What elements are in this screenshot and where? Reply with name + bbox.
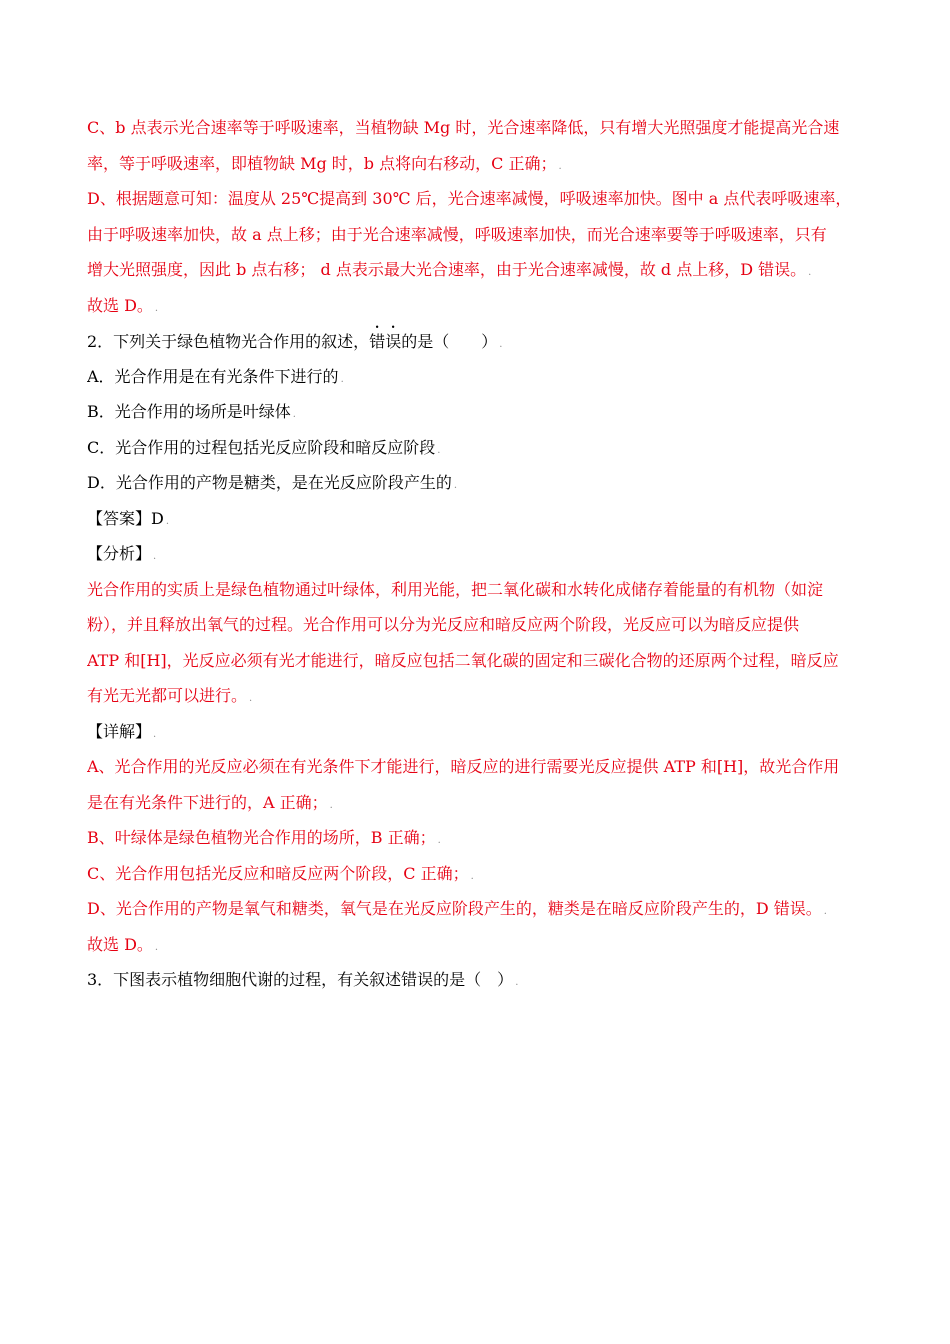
- text-line-content: B、叶绿体是绿色植物光合作用的场所，B 正确；: [87, 828, 436, 847]
- text-line: [87, 252, 867, 288]
- paragraph-mark: .: [340, 373, 344, 385]
- text-line: [87, 181, 867, 217]
- paragraph-mark: .: [823, 906, 827, 917]
- text-line-content: C、光合作用包括光反应和暗反应两个阶段，C 正确；: [87, 863, 469, 883]
- text-line: [87, 927, 867, 963]
- text-line-content: 光合作用的实质上是绿色植物通过叶绿体，利用光能，把二氧化碳和水转化成储存着能量的有机物（如淀: [87, 579, 824, 599]
- text-line: [87, 572, 867, 608]
- paragraph-mark: .: [165, 515, 170, 527]
- paragraph-mark: .: [437, 444, 441, 456]
- text-line-content: D、光合作用的产物是氧气和糖类，氧气是在光反应阶段产生的，糖类是在暗反应阶段产生的，D 错误。: [87, 899, 822, 918]
- text-line-content: 率，等于呼吸速率，即植物缺 Mg 时，b 点将向右移动，C 正确；: [87, 153, 557, 173]
- text-line: [87, 785, 867, 821]
- text-line-content: 【答案】D: [87, 508, 164, 528]
- paragraph-mark: .: [808, 267, 812, 278]
- text-line: [87, 678, 867, 714]
- paragraph-mark: .: [292, 409, 296, 420]
- text-line-content: 粉），并且释放出氧气的过程。光合作用可以分为光反应和暗反应两个阶段，光反应可以为暗反应提供: [87, 615, 800, 634]
- text-line-content: 有光无光都可以进行。: [87, 686, 248, 705]
- text-line: [87, 962, 867, 998]
- text-line-content: 故选 D。: [87, 295, 153, 315]
- paragraph-mark: .: [249, 693, 253, 704]
- text-line-content: A．光合作用是在有光条件下进行的: [87, 366, 339, 386]
- text-line-content: A、光合作用的光反应必须在有光条件下才能进行，暗反应的进行需要光反应提供 ATP 和[H]，故光合作用: [87, 757, 840, 776]
- text-line-content: 由于呼吸速率加快，故 a 点上移；由于光合速率减慢，呼吸速率加快，而光合速率要等于呼吸速率，只有: [87, 224, 827, 244]
- text-line: [87, 430, 867, 466]
- text-line-content: B．光合作用的场所是叶绿体: [87, 402, 291, 421]
- paragraph-mark: .: [499, 339, 503, 350]
- text-line: [87, 714, 867, 750]
- text-line: [87, 217, 867, 253]
- text-line-content: 故选 D。: [87, 934, 153, 954]
- paragraph-mark: .: [558, 160, 562, 172]
- text-line-content: ATP 和[H]，光反应必须有光才能进行，暗反应包括二氧化碳的固定和三碳化合物的还原两个过程，暗反应: [87, 650, 839, 670]
- text-line-content: 增大光照强度，因此 b 点右移； d 点表示最大光合速率，由于光合速率减慢，故 d 点上移，D 错误。: [87, 260, 807, 279]
- text-line: [87, 891, 867, 927]
- text-line-content: 【分析】: [87, 544, 152, 563]
- text-line-content: C．光合作用的过程包括光反应阶段和暗反应阶段: [87, 437, 436, 457]
- paragraph-mark: .: [515, 977, 519, 988]
- document-body: [87, 110, 867, 998]
- text-line: [87, 465, 867, 501]
- paragraph-mark: .: [437, 835, 441, 846]
- paragraph-mark: .: [153, 728, 157, 740]
- emphasized-word: 错误: [369, 332, 402, 351]
- text-line-content: C、b 点表示光合速率等于呼吸速率，当植物缺 Mg 时，光合速率降低，只有增大光照强度才能提高光合速: [87, 118, 840, 137]
- paragraph-mark: .: [154, 302, 159, 314]
- text-line: [87, 146, 867, 182]
- text-line: [87, 749, 867, 785]
- text-line: [87, 643, 867, 679]
- paragraph-mark: .: [153, 551, 157, 562]
- text-line: [87, 820, 867, 856]
- text-line-content: D．光合作用的产物是糖类，是在光反应阶段产生的: [87, 473, 452, 492]
- text-line: [87, 856, 867, 892]
- paragraph-mark: .: [453, 480, 458, 491]
- paragraph-mark: .: [154, 941, 159, 953]
- text-line-content: 2．下列关于绿色植物光合作用的叙述，错误的是（ ）: [87, 332, 498, 351]
- text-line: [87, 394, 867, 430]
- text-line-content: 是在有光条件下进行的，A 正确；: [87, 792, 328, 812]
- paragraph-mark: .: [329, 799, 333, 811]
- text-line-content: 3．下图表示植物细胞代谢的过程，有关叙述错误的是（ ）: [87, 970, 514, 989]
- text-line: [87, 536, 867, 572]
- text-line-content: D、根据题意可知：温度从 25℃提高到 30℃ 后，光合速率减慢，呼吸速率加快。图中 a 点代表呼吸速率，: [87, 189, 852, 208]
- text-line-content: 【详解】: [87, 721, 152, 741]
- text-line: [87, 607, 867, 643]
- paragraph-mark: .: [470, 870, 474, 882]
- text-line: [87, 359, 867, 395]
- text-line: [87, 501, 867, 537]
- text-line: [87, 323, 867, 359]
- text-line: [87, 288, 867, 324]
- text-line: [87, 110, 867, 146]
